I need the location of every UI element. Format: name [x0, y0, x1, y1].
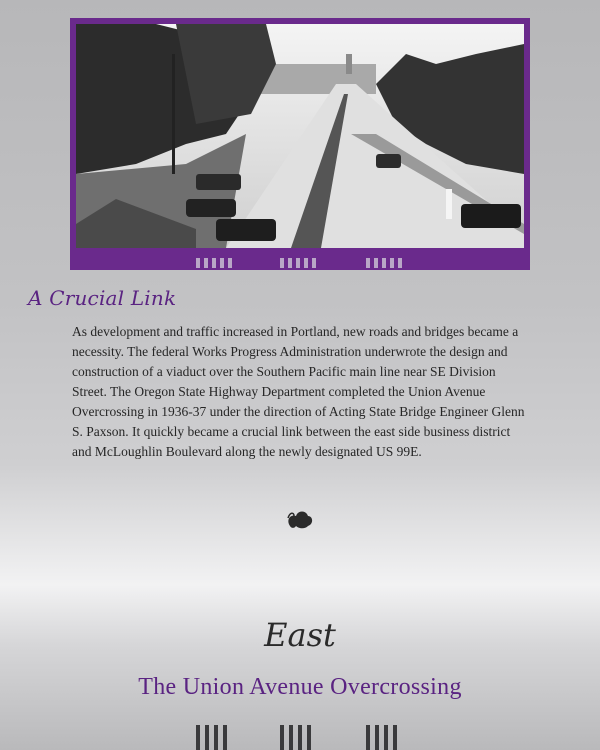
tick-group: [366, 725, 397, 750]
tick-group: [280, 725, 311, 750]
tick-group: [366, 258, 402, 268]
historic-photo-icon: [76, 24, 524, 248]
fleuron-icon: [284, 508, 314, 534]
body-paragraph: As development and traffic increased in Portland, new roads and bridges became a necessity. The federal Works Progress Administration underwrote the design and construction of a viaduct over the Southern Pacific main line near SE Division Street. The Oregon State Highway Department completed the Union Avenue Overcrossing in 1936-37 under the direction of Acting State Bridge Engineer Glenn S. Paxson. It quickly became a crucial link between the east side business district and McLoughlin Boulevard along the newly designated US 99E.: [72, 324, 525, 459]
panel-subtitle: The Union Avenue Overcrossing: [138, 674, 462, 700]
bottom-tick-marks: [0, 725, 600, 750]
historic-photo: [76, 24, 524, 248]
section-title: A Crucial Link: [28, 286, 177, 310]
tick-group: [280, 258, 316, 268]
direction-label: East: [264, 616, 336, 654]
photo-frame: [70, 18, 530, 270]
tick-group: [196, 725, 227, 750]
frame-tick-marks: [70, 256, 530, 268]
tick-group: [196, 258, 232, 268]
